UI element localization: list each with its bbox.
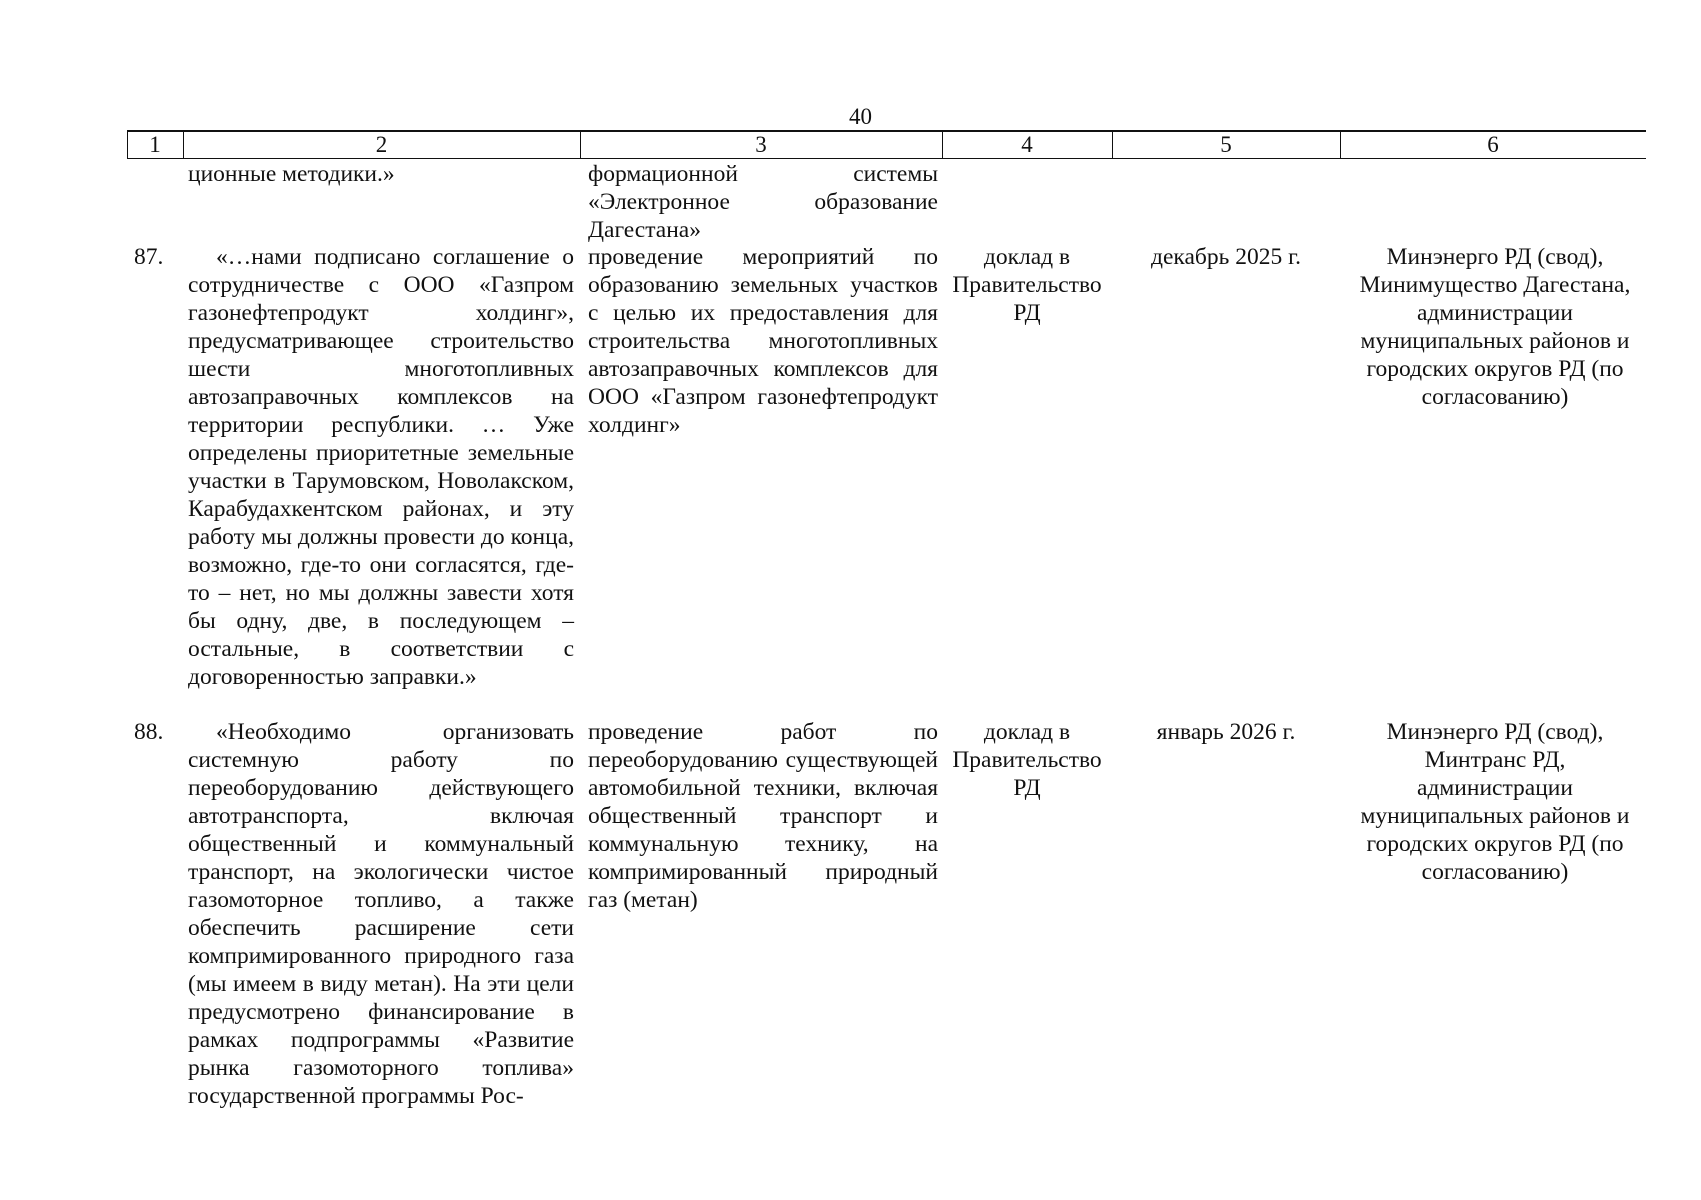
page-number: 40 [849,104,872,129]
row-quote: «Необходимо организовать системную работу по переоборудованию действующего автотранспорта, включая общественный и коммунальный транспорт, на экологически чистое газомоторное топливо, а также обеспечить расширение сети компримированного природного газа (мы имеем в виду метан). На эти цели предусмотрено финансирование в рамках подпрограммы «Развитие рынка газомоторного топлива» государственной программы Рос- [188,719,574,1109]
row-deadline: декабрь 2025 г. [1151,244,1301,270]
row-report-form: доклад в Правительство РД [952,244,1102,326]
row-report-form: доклад в Правительство РД [952,719,1102,801]
column-number-6: 6 [1487,132,1499,157]
row-number: 87. [134,244,164,270]
row-quote: «…нами подписано соглашение о сотрудничестве с ООО «Газпром газонефтепродукт холдинг», предусматривающее строительство шести многотопливных автозаправочных комплексов на территории республики. … Уже определены приоритетные земельные участки в Тарумовском, Новолакском, Карабудахкентском районах, и эту работу мы должны провести до конца, возможно, где-то они согласятся, где-то – нет, но мы должны завести хотя бы одну, две, в последующем – остальные, в соответствии с договоренностью заправки.» [188,244,574,690]
row-responsible: Минэнерго РД (свод), Минтранс РД, администрации муниципальных районов и городских округов РД (по согласованию) [1360,719,1630,885]
column-number-2: 2 [375,132,388,157]
column-number-3: 3 [755,132,767,157]
row-deadline: январь 2026 г. [1156,719,1296,745]
column-number-1: 1 [149,132,161,157]
row-number: 88. [134,719,164,745]
row-measure: проведение мероприятий по образованию земельных участков с целью их предоставления для строительства многотопливных автозаправочных комплексов для ООО «Газпром газонефтепродукт холдинг» [588,244,938,438]
column-number-4: 4 [1021,132,1033,157]
column-number-5: 5 [1220,132,1232,157]
row-measure: проведение работ по переоборудованию существующей автомобильной техники, включая общественный транспорт и коммунальную технику, на компримированный природный газ (метан) [588,719,938,913]
continuation-measure: формационной системы «Электронное образование Дагестана» [588,161,938,243]
continuation-quote: ционные методики.» [188,161,395,187]
row-responsible: Минэнерго РД (свод), Минимущество Дагестана, администрации муниципальных районов и городских округов РД (по согласованию) [1359,244,1631,410]
